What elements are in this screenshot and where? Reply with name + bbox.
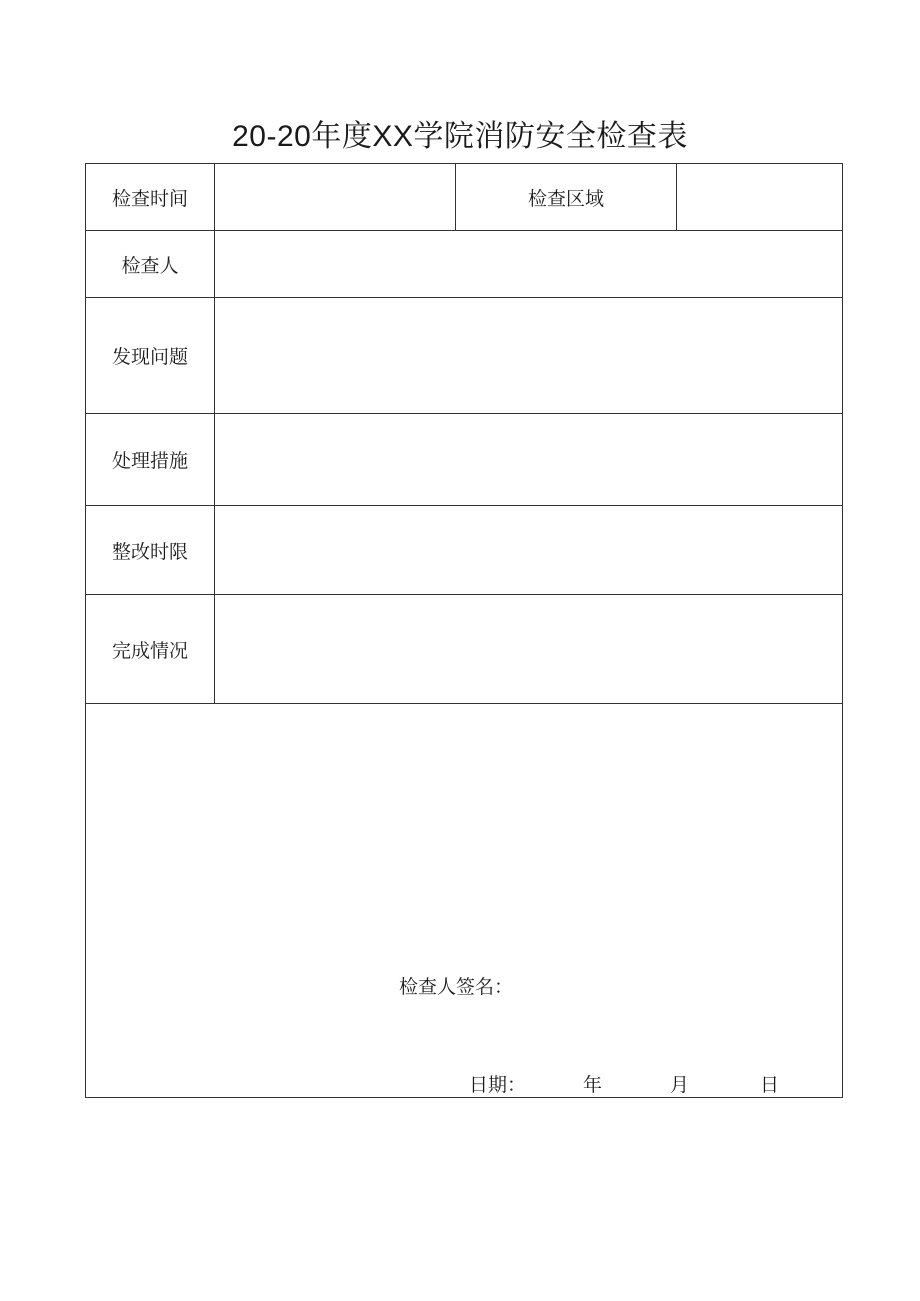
inspection-form-table — [85, 163, 843, 1098]
deadline-field[interactable] — [215, 506, 843, 595]
row-inspection-time — [86, 164, 843, 231]
inspection-area-field[interactable] — [677, 164, 843, 231]
completion-label: 完成情况 — [86, 595, 215, 704]
inspection-time-field[interactable] — [215, 164, 456, 231]
row-signature — [86, 704, 843, 1098]
row-inspector — [86, 231, 843, 298]
problems-found-label: 发现问题 — [86, 298, 215, 414]
problems-found-field[interactable] — [215, 298, 843, 414]
measures-label: 处理措施 — [86, 414, 215, 506]
row-completion — [86, 595, 843, 704]
year-label: 年 — [583, 1074, 603, 1096]
completion-field[interactable] — [215, 595, 843, 704]
page-title: 20-20年度XX学院消防安全检查表 — [232, 120, 688, 153]
month-label: 月 — [670, 1074, 690, 1096]
inspector-label: 检查人 — [86, 231, 215, 298]
signature-area[interactable] — [86, 704, 843, 1098]
date-label: 日期： — [469, 1074, 527, 1096]
row-measures — [86, 414, 843, 506]
day-label: 日 — [760, 1074, 780, 1096]
row-problems-found — [86, 298, 843, 414]
measures-field[interactable] — [215, 414, 843, 506]
inspection-time-label: 检查时间 — [86, 164, 215, 231]
inspection-area-label: 检查区域 — [456, 164, 677, 231]
signature-label: 检查人签名： — [399, 976, 514, 998]
inspector-field[interactable] — [215, 231, 843, 298]
row-deadline — [86, 506, 843, 595]
deadline-label: 整改时限 — [86, 506, 215, 595]
